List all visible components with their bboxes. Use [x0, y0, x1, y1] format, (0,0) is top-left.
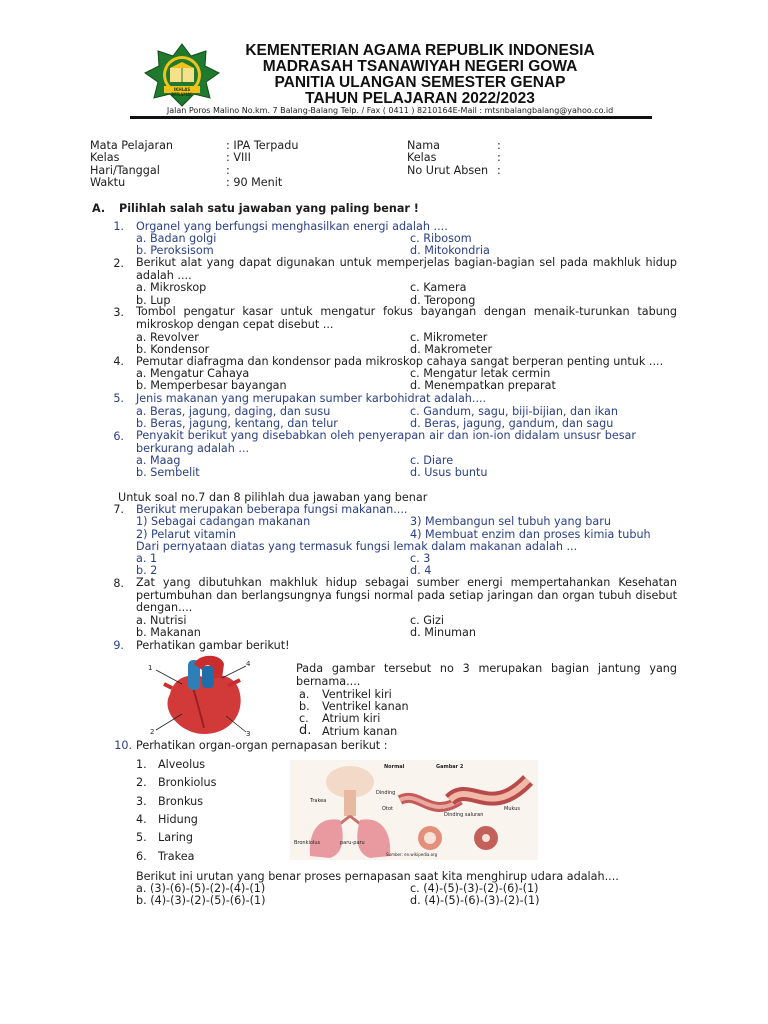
info-value-class-student[interactable]: :	[497, 151, 501, 164]
question-number: 1.	[113, 220, 124, 233]
question-prompt: Pada gambar tersebut no 3 merupakan bagian jantung yang bernama....	[296, 662, 677, 688]
question-number: 6.	[113, 430, 124, 443]
figure-label-muscle: Otot	[382, 806, 393, 812]
option-a[interactable]: a. Nutrisi	[136, 614, 187, 627]
info-value-name[interactable]: :	[497, 139, 501, 152]
organ-name: Hidung	[158, 813, 198, 826]
statement-3: 3) Membangun sel tubuh yang baru	[410, 515, 611, 528]
organ-number: 2.	[136, 776, 147, 789]
question-text: Tombol pengatur kasar untuk mengatur fokus bayangan dengan menaik-turunkan tabung mikroskop dengan cepat disebut ...	[136, 305, 677, 331]
organ-name: Trakea	[158, 850, 195, 863]
option-b[interactable]: b. Peroksisom	[136, 244, 214, 257]
organ-number: 1.	[136, 758, 147, 771]
question-number: 2.	[113, 257, 124, 270]
header-divider	[130, 116, 652, 119]
option-b[interactable]: b. (4)-(3)-(2)-(5)-(6)-(1)	[136, 894, 266, 907]
option-b[interactable]: b. Kondensor	[136, 343, 210, 356]
header-title-school: MADRASAH TSANAWIYAH NEGERI GOWA	[262, 58, 578, 75]
figure-label-bronkiolus: Bronkiolus	[294, 840, 321, 846]
header-title-committee: PANITIA ULANGAN SEMESTER GENAP	[274, 74, 566, 91]
option-b[interactable]: b. Sembelit	[136, 466, 200, 479]
info-value-date: :	[226, 164, 230, 177]
option-b[interactable]: b. Lup	[136, 294, 171, 307]
figure-label-trakea: Trakea	[310, 798, 327, 804]
option-a[interactable]: a. (3)-(6)-(5)-(2)-(4)-(1)	[136, 882, 266, 895]
header-title-ministry: KEMENTERIAN AGAMA REPUBLIK INDONESIA	[245, 42, 595, 59]
info-label-class: Kelas	[90, 151, 120, 164]
question-text: Berikut alat yang dapat digunakan untuk memperjelas bagian-bagian sel pada makhluk hidup adalah ....	[136, 256, 677, 282]
option-d[interactable]: d. (4)-(5)-(6)-(3)-(2)-(1)	[410, 894, 540, 907]
question-number: 3.	[113, 306, 124, 319]
section-title: Pilihlah salah satu jawaban yang paling benar !	[119, 202, 419, 215]
option-c[interactable]: c. (4)-(5)-(3)-(2)-(6)-(1)	[410, 882, 539, 895]
question-prompt: Berikut ini urutan yang benar proses pernapasan saat kita menghirup udara adalah....	[136, 870, 619, 883]
option-a[interactable]: Ventrikel kiri	[322, 688, 392, 701]
info-label-subject: Mata Pelajaran	[90, 139, 174, 152]
header-address: Jalan Poros Malino No.km. 7 Balang-Balang Telp. / Fax ( 0411 ) 8210164E-Mail : mtsnbalangbalang@yahoo.co.id	[166, 106, 614, 115]
question-text: Perhatikan gambar berikut!	[136, 639, 290, 652]
info-label-class-student: Kelas	[407, 151, 437, 164]
instruction-q7-q8: Untuk soal no.7 dan 8 pilihlah dua jawaban yang benar	[118, 491, 428, 504]
question-number: 8.	[113, 577, 124, 590]
statement-1: 1) Sebagai cadangan makanan	[136, 515, 311, 528]
figure-label-airway-wall: Dinding saluran	[444, 812, 484, 818]
option-c[interactable]: c. Mikrometer	[410, 331, 488, 344]
option-c[interactable]: c. Ribosom	[410, 232, 472, 245]
question-text: Zat yang dibutuhkan makhluk hidup sebagai sumber energi mempertahankan Kesehatan pertumbuhan dan berlangsungnya fungsi normal pada setiap jaringan dan organ tubuh disebut dengan....	[136, 576, 677, 615]
organ-name: Bronkus	[158, 795, 204, 808]
info-value-class: : VIII	[226, 151, 251, 164]
organ-name: Laring	[158, 831, 193, 844]
option-b-letter[interactable]: b.	[299, 700, 310, 713]
option-d[interactable]: d. Usus buntu	[410, 466, 488, 479]
question-number: 10.	[114, 739, 132, 752]
option-a[interactable]: a. Mengatur Cahaya	[136, 367, 250, 380]
question-number: 9.	[113, 639, 124, 652]
option-c[interactable]: c. Kamera	[410, 281, 467, 294]
statement-4: 4) Membuat enzim dan proses kimia tubuh	[410, 528, 651, 541]
statement-2: 2) Pelarut vitamin	[136, 528, 236, 541]
option-d[interactable]: d. Menempatkan preparat	[410, 379, 556, 392]
question-text: Pemutar diafragma dan kondensor pada mikroskop cahaya sangat berperan penting untuk ....	[136, 355, 664, 368]
organ-number: 6.	[136, 850, 147, 863]
info-label-date: Hari/Tanggal	[90, 164, 160, 177]
option-d[interactable]: d. Minuman	[410, 626, 476, 639]
question-text: Berikut merupakan beberapa fungsi makanan....	[136, 503, 408, 516]
option-c[interactable]: c. Diare	[410, 454, 454, 467]
logo-ribbon-text: IKHLAS BERAMAL	[171, 87, 193, 97]
option-a[interactable]: a. Maag	[136, 454, 181, 467]
organ-name: Bronkiolus	[158, 776, 217, 789]
option-d[interactable]: d. Teropong	[410, 294, 476, 307]
option-a[interactable]: a. Beras, jagung, daging, dan susu	[136, 405, 331, 418]
option-c[interactable]: c. Mengatur letak cermin	[410, 367, 551, 380]
option-c[interactable]: c. 3	[410, 552, 431, 565]
figure-label-gambar2: Gambar 2	[436, 764, 464, 770]
question-number: 4.	[113, 355, 124, 368]
question-text: Perhatikan organ-organ pernapasan berikut :	[136, 739, 388, 752]
heart-label-2: 2	[150, 728, 155, 736]
organ-number: 4.	[136, 813, 147, 826]
organ-name: Alveolus	[158, 758, 206, 771]
heart-diagram	[142, 654, 266, 738]
option-c-letter[interactable]: c.	[299, 712, 309, 725]
question-text: Penyakit berikut yang disebabkan oleh penyerapan air dan ion-ion didalam unsusr besar berkurang adalah ...	[136, 429, 636, 455]
option-d[interactable]: d. 4	[410, 564, 432, 577]
figure-label-wall: Dinding	[376, 790, 396, 796]
option-c[interactable]: Atrium kiri	[322, 712, 381, 725]
question-number: 7.	[113, 503, 124, 516]
option-d[interactable]: d. Makrometer	[410, 343, 493, 356]
question-prompt: Dari pernyataan diatas yang termasuk fungsi lemak dalam makanan adalah ...	[136, 540, 578, 553]
figure-label-normal: Normal	[384, 764, 405, 770]
heart-label-1: 1	[148, 664, 153, 672]
question-text: Jenis makanan yang merupakan sumber karbohidrat adalah....	[136, 392, 487, 405]
header-title-year: TAHUN PELAJARAN 2022/2023	[305, 90, 535, 107]
organ-number: 5.	[136, 831, 147, 844]
option-a[interactable]: a. Revolver	[136, 331, 199, 344]
option-d[interactable]: d. Beras, jagung, gandum, dan sagu	[410, 417, 614, 430]
option-a[interactable]: a. Badan golgi	[136, 232, 217, 245]
option-a-letter[interactable]: a.	[299, 688, 310, 701]
question-number: 5.	[113, 392, 124, 405]
option-a[interactable]: a. 1	[136, 552, 158, 565]
figure-label-mucus: Mukus	[504, 806, 520, 812]
section-letter: A.	[92, 202, 106, 215]
info-label-roll: No Urut Absen	[407, 164, 489, 177]
option-a[interactable]: a. Mikroskop	[136, 281, 207, 294]
option-c[interactable]: c. Gizi	[410, 614, 445, 627]
option-d[interactable]: Atrium kanan	[322, 725, 398, 738]
option-b[interactable]: Ventrikel kanan	[322, 700, 409, 713]
info-label-time: Waktu	[90, 176, 126, 189]
option-b[interactable]: b. Makanan	[136, 626, 201, 639]
option-d-letter[interactable]: d.	[299, 723, 312, 738]
respiratory-diagram	[290, 760, 538, 860]
figure-source: Sumber: en.wikipedia.org	[386, 852, 438, 857]
organ-number: 3.	[136, 795, 147, 808]
option-b[interactable]: b. Memperbesar bayangan	[136, 379, 287, 392]
info-value-roll[interactable]: :	[497, 164, 501, 177]
heart-label-3: 3	[246, 730, 251, 738]
info-label-name: Nama	[407, 139, 440, 152]
option-b[interactable]: b. Beras, jagung, kentang, dan telur	[136, 417, 338, 430]
info-value-time: : 90 Menit	[226, 176, 283, 189]
heart-label-4: 4	[246, 660, 251, 668]
question-text: Organel yang berfungsi menghasilkan energi adalah ....	[136, 220, 448, 233]
option-d[interactable]: d. Mitokondria	[410, 244, 490, 257]
figure-label-lungs: paru-paru	[340, 840, 365, 846]
info-value-subject: : IPA Terpadu	[226, 139, 299, 152]
option-c[interactable]: c. Gandum, sagu, biji-bijian, dan ikan	[410, 405, 618, 418]
option-b[interactable]: b. 2	[136, 564, 158, 577]
